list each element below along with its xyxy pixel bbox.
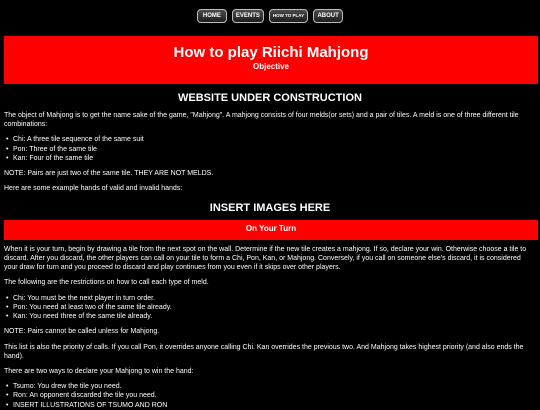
win-list — [4, 382, 536, 410]
list-item: • Pon: Three of the same tile — [13, 145, 536, 154]
on-your-turn-banner: On Your Turn — [4, 220, 538, 240]
nav-home-button[interactable]: HOME — [197, 9, 227, 23]
objective-intro: The object of Mahjong is to get the name sake of the game, "Mahjong". A mahjong consists of four melds(or sets) and a pair of tiles. A meld is one of three different tile combinations: — [4, 112, 519, 129]
examples-intro: Here are some example hands of valid and invalid hands: — [4, 185, 183, 193]
pairs-call-note: NOTE: Pairs cannot be called unless for Mahjong. — [4, 328, 160, 336]
nav-events-button[interactable]: EVENTS — [232, 9, 264, 23]
pairs-note: NOTE: Pairs are just two of the same tile. THEY ARE NOT MELDS. — [4, 170, 214, 178]
main-content — [4, 91, 536, 410]
list-item: • Pon: You need at least two of the same tile already. — [13, 303, 536, 312]
construction-heading: WEBSITE UNDER CONSTRUCTION — [178, 92, 362, 104]
list-item: • Tsumo: You drew the tile you need. — [13, 382, 536, 391]
call-list — [4, 294, 536, 322]
meld-list — [4, 135, 536, 163]
list-item: • Kan: You need three of the same tile already. — [13, 312, 536, 321]
images-placeholder-heading: INSERT IMAGES HERE — [209, 201, 331, 214]
list-item: • Kan: Four of the same tile — [13, 154, 536, 163]
page-header-banner — [4, 36, 538, 84]
call-priority: This list is also the priority of calls. If you call Pon, it overrides anyone calling Chi. Kan overrides the previous two. And Mahjong takes highest priority (and also ends the hand). — [4, 343, 524, 360]
top-nav — [0, 0, 540, 25]
call-restrictions-intro: The following are the restrictions on how to call each type of meld. — [4, 279, 209, 287]
page-title: How to play Riichi Mahjong — [173, 44, 369, 61]
list-item: • INSERT ILLUSTRATIONS OF TSUMO AND RON — [13, 401, 536, 410]
list-item: • Ron: An opponent discarded the tile you need. — [13, 391, 536, 400]
win-ways-intro: There are two ways to declare your Mahjong to win the hand: — [4, 367, 194, 375]
page-subtitle: Objective — [252, 62, 289, 71]
turn-description: When it is your turn, begin by drawing a tile from the next spot on the wall. Determine if the new tile creates a mahjong. If so, declare your win. Otherwise choose a tile to discard. After you discard, the other players can call on your tile to form a Chi, Pon, Kan, or Mahjong. Conversely, if you call on someone else's discard, it is considered your draw for turn and you proceed to discard and play continues from you even if it skips over other players. — [4, 245, 527, 272]
nav-how-to-play-button[interactable]: HOW TO PLAY — [269, 9, 308, 23]
nav-about-button[interactable]: ABOUT — [313, 9, 343, 23]
list-item: • Chi: A three tile sequence of the same suit — [13, 135, 536, 144]
list-item: • Chi: You must be the next player in turn order. — [13, 294, 536, 303]
